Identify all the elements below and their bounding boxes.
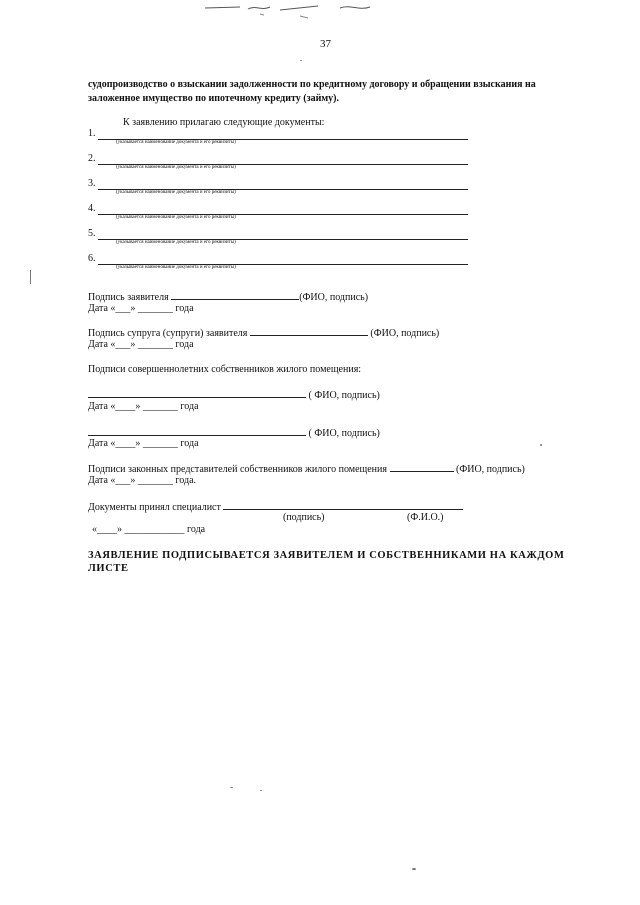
page-number: 37 (320, 38, 331, 50)
accepted-label: Документы принял специалист (88, 502, 221, 513)
accepted-fio-hint: (Ф.И.О.) (407, 512, 444, 523)
attachment-hint: (указывается наименование документа и его реквизиты) (116, 265, 236, 270)
accepted-signature-field[interactable] (223, 500, 463, 510)
accepted-signature-hint: (подпись) (283, 512, 325, 523)
attachment-number: 3. (88, 178, 96, 189)
spouse-signature-label: Подпись супруга (супруги) заявителя (88, 328, 248, 339)
scan-speck (540, 444, 542, 446)
attachment-number: 5. (88, 228, 96, 239)
attachment-hint: (указывается наименование документа и его реквизиты) (116, 140, 236, 145)
accepted-date[interactable]: «____» ____________ года (92, 524, 206, 535)
attachment-number: 6. (88, 253, 96, 264)
applicant-fio-label: (ФИО, подпись) (299, 292, 369, 303)
scan-speck (30, 270, 31, 284)
applicant-signature-label: Подпись заявителя (88, 292, 169, 303)
scan-speck (412, 868, 416, 870)
scan-artifact (200, 2, 400, 20)
attachment-row[interactable] (88, 153, 468, 173)
representatives-fio-label: (ФИО, подпись) (456, 464, 525, 475)
attachment-row[interactable] (88, 253, 468, 273)
scan-speck (230, 787, 233, 788)
attachment-hint: (указывается наименование документа и его реквизиты) (116, 215, 236, 220)
owner-date[interactable]: Дата «____» _______ года (88, 438, 199, 449)
owner-signature-field[interactable] (88, 388, 306, 398)
spouse-signature-field[interactable] (250, 326, 368, 336)
owners-heading: Подписи совершеннолетних собственников жилого помещения: (88, 364, 362, 375)
owner-fio-label: ( ФИО, подпись) (308, 390, 380, 401)
scan-speck (260, 790, 262, 791)
representatives-date[interactable]: Дата «___» _______ года. (88, 475, 197, 486)
attachment-hint: (указывается наименование документа и его реквизиты) (116, 240, 236, 245)
attachment-row[interactable] (88, 178, 468, 198)
representatives-label: Подписи законных представителей собственников жилого помещения (88, 464, 387, 475)
owner-signature-field[interactable] (88, 426, 306, 436)
representatives-signature-line (88, 462, 525, 475)
attachment-hint: (указывается наименование документа и его реквизиты) (116, 165, 236, 170)
spouse-signature-line (88, 326, 439, 339)
attachment-row[interactable] (88, 203, 468, 223)
scan-speck (300, 60, 302, 61)
applicant-signature-line (88, 290, 368, 303)
applicant-signature-field[interactable] (171, 290, 299, 300)
final-notice: ЗАЯВЛЕНИЕ ПОДПИСЫВАЕТСЯ ЗАЯВИТЕЛЕМ И СОБСТВЕННИКАМИ НА КАЖДОМ ЛИСТЕ (88, 550, 565, 574)
spouse-fio-label: (ФИО, подпись) (370, 328, 440, 339)
applicant-date[interactable]: Дата «___» _______ года (88, 303, 194, 314)
spouse-date[interactable]: Дата «___» _______ года (88, 339, 194, 350)
attachment-number: 1. (88, 128, 96, 139)
owner-fio-label: ( ФИО, подпись) (308, 428, 380, 439)
owner-date[interactable]: Дата «____» _______ года (88, 401, 199, 412)
owner-signature-line (88, 388, 380, 401)
attachment-number: 2. (88, 153, 96, 164)
attachment-row[interactable] (88, 128, 468, 148)
attachment-hint: (указывается наименование документа и его реквизиты) (116, 190, 236, 195)
attachments-heading: К заявлению прилагаю следующие документы: (123, 117, 325, 128)
representatives-signature-field[interactable] (390, 462, 454, 472)
intro-paragraph: судопроизводство о взыскании задолженности по кредитному договору и обращении взыскания на заложенное имущество по ипотечному кредиту (займу). (88, 79, 536, 104)
attachment-row[interactable] (88, 228, 468, 248)
attachment-number: 4. (88, 203, 96, 214)
